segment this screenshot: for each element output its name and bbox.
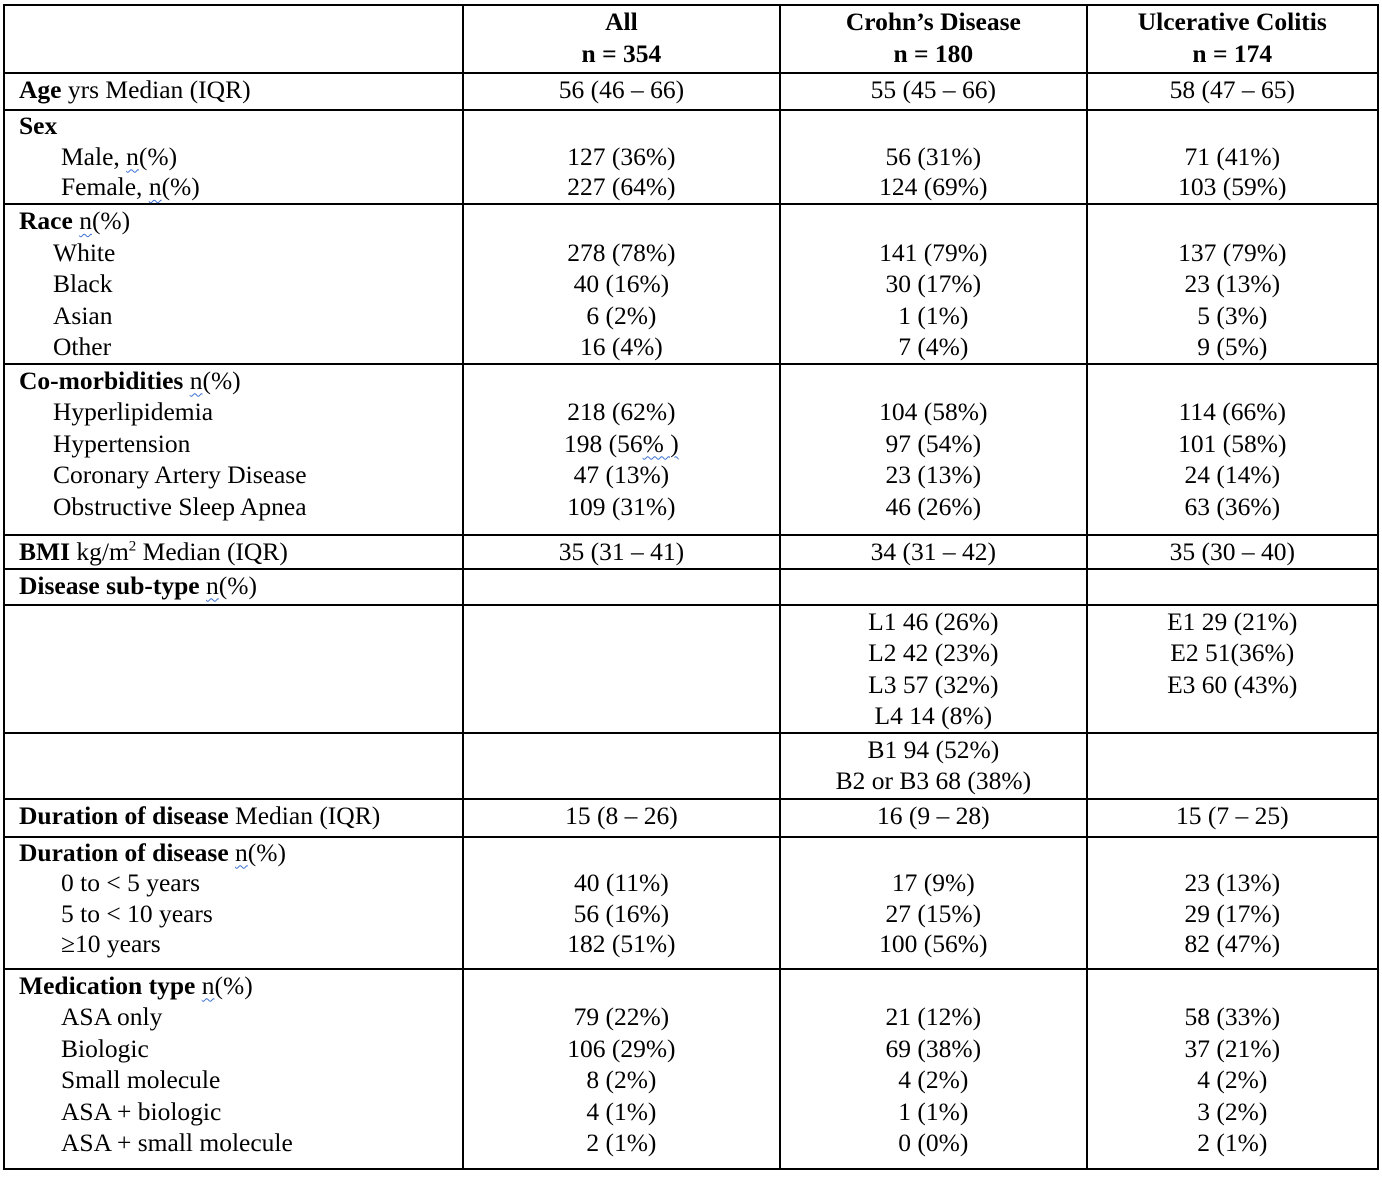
comorbidities-row — [4, 364, 1378, 535]
medication-label: Medication type n(%) ASA only Biologic Small molecule ASA + biologic ASA + small molecule — [4, 969, 463, 1169]
header-crohns: Crohn’s Disease n = 180 — [780, 5, 1086, 73]
age-cd: 55 (45 – 66) — [780, 73, 1086, 110]
duration-median-label: Duration of disease Median (IQR) — [4, 799, 463, 837]
bmi-uc: 35 (30 – 40) — [1087, 535, 1378, 569]
crohns-location-cell: L1 46 (26%) L2 42 (23%) L3 57 (32%) L4 14 (8%) — [780, 605, 1086, 733]
subtype-behavior-uc-empty — [1087, 733, 1378, 799]
header-empty-cell — [4, 5, 463, 73]
medication-all: 79 (22%) 106 (29%) 8 (2%) 4 (1%) 2 (1%) — [463, 969, 780, 1169]
subtype-location-empty — [4, 605, 463, 733]
sex-label: Sex Male, n(%) Female, n(%) — [4, 110, 463, 204]
bmi-all: 35 (31 – 41) — [463, 535, 780, 569]
medication-row — [4, 969, 1378, 1169]
age-label: Age yrs Median (IQR) — [4, 73, 463, 110]
subtype-uc-empty — [1087, 569, 1378, 605]
comorbidities-all: 218 (62%) 198 (56% ) 47 (13%) 109 (31%) — [463, 364, 780, 535]
duration-median-uc: 15 (7 – 25) — [1087, 799, 1378, 837]
subtype-all-empty — [463, 569, 780, 605]
header-row — [4, 5, 1378, 73]
duration-n-all: 40 (11%) 56 (16%) 182 (51%) — [463, 837, 780, 969]
duration-n-cd: 17 (9%) 27 (15%) 100 (56%) — [780, 837, 1086, 969]
comorbidities-label: Co-morbidities n(%) Hyperlipidemia Hypertension Coronary Artery Disease Obstructive Sleep Apnea — [4, 364, 463, 535]
age-uc: 58 (47 – 65) — [1087, 73, 1378, 110]
age-all: 56 (46 – 66) — [463, 73, 780, 110]
subtype-header-row — [4, 569, 1378, 605]
subtype-location-row — [4, 605, 1378, 733]
duration-n-row — [4, 837, 1378, 969]
duration-median-all: 15 (8 – 26) — [463, 799, 780, 837]
subtype-location-all-empty — [463, 605, 780, 733]
sex-uc: 71 (41%) 103 (59%) — [1087, 110, 1378, 204]
subtype-label: Disease sub-type n(%) — [4, 569, 463, 605]
comorbidities-cd: 104 (58%) 97 (54%) 23 (13%) 46 (26%) — [780, 364, 1086, 535]
crohns-behavior-cell: B1 94 (52%) B2 or B3 68 (38%) — [780, 733, 1086, 799]
race-uc: 137 (79%) 23 (13%) 5 (3%) 9 (5%) — [1087, 204, 1378, 364]
header-all: All n = 354 — [463, 5, 780, 73]
race-all: 278 (78%) 40 (16%) 6 (2%) 16 (4%) — [463, 204, 780, 364]
duration-median-cd: 16 (9 – 28) — [780, 799, 1086, 837]
medication-cd: 21 (12%) 69 (38%) 4 (2%) 1 (1%) 0 (0%) — [780, 969, 1086, 1169]
bmi-row — [4, 535, 1378, 569]
duration-median-row — [4, 799, 1378, 837]
duration-n-label: Duration of disease n(%) 0 to < 5 years 5 to < 10 years ≥10 years — [4, 837, 463, 969]
race-row — [4, 204, 1378, 364]
bmi-label: BMI $kg/m^2$ Median (IQR) — [4, 535, 463, 569]
subtype-behavior-empty — [4, 733, 463, 799]
uc-extent-cell: E1 29 (21%) E2 51(36%) E3 60 (43%) — [1087, 605, 1378, 733]
race-cd: 141 (79%) 30 (17%) 1 (1%) 7 (4%) — [780, 204, 1086, 364]
sex-cd: 56 (31%) 124 (69%) — [780, 110, 1086, 204]
subtype-behavior-all-empty — [463, 733, 780, 799]
comorbidities-uc: 114 (66%) 101 (58%) 24 (14%) 63 (36%) — [1087, 364, 1378, 535]
baseline-characteristics-table — [3, 4, 1379, 1170]
bmi-cd: 34 (31 – 42) — [780, 535, 1086, 569]
duration-n-uc: 23 (13%) 29 (17%) 82 (47%) — [1087, 837, 1378, 969]
subtype-behavior-row — [4, 733, 1378, 799]
race-label: Race n(%) White Black Asian Other — [4, 204, 463, 364]
subtype-cd-empty — [780, 569, 1086, 605]
medication-uc: 58 (33%) 37 (21%) 4 (2%) 3 (2%) 2 (1%) — [1087, 969, 1378, 1169]
sex-all: 127 (36%) 227 (64%) — [463, 110, 780, 204]
header-uc: Ulcerative Colitis n = 174 — [1087, 5, 1378, 73]
age-row — [4, 73, 1378, 110]
sex-row — [4, 110, 1378, 204]
